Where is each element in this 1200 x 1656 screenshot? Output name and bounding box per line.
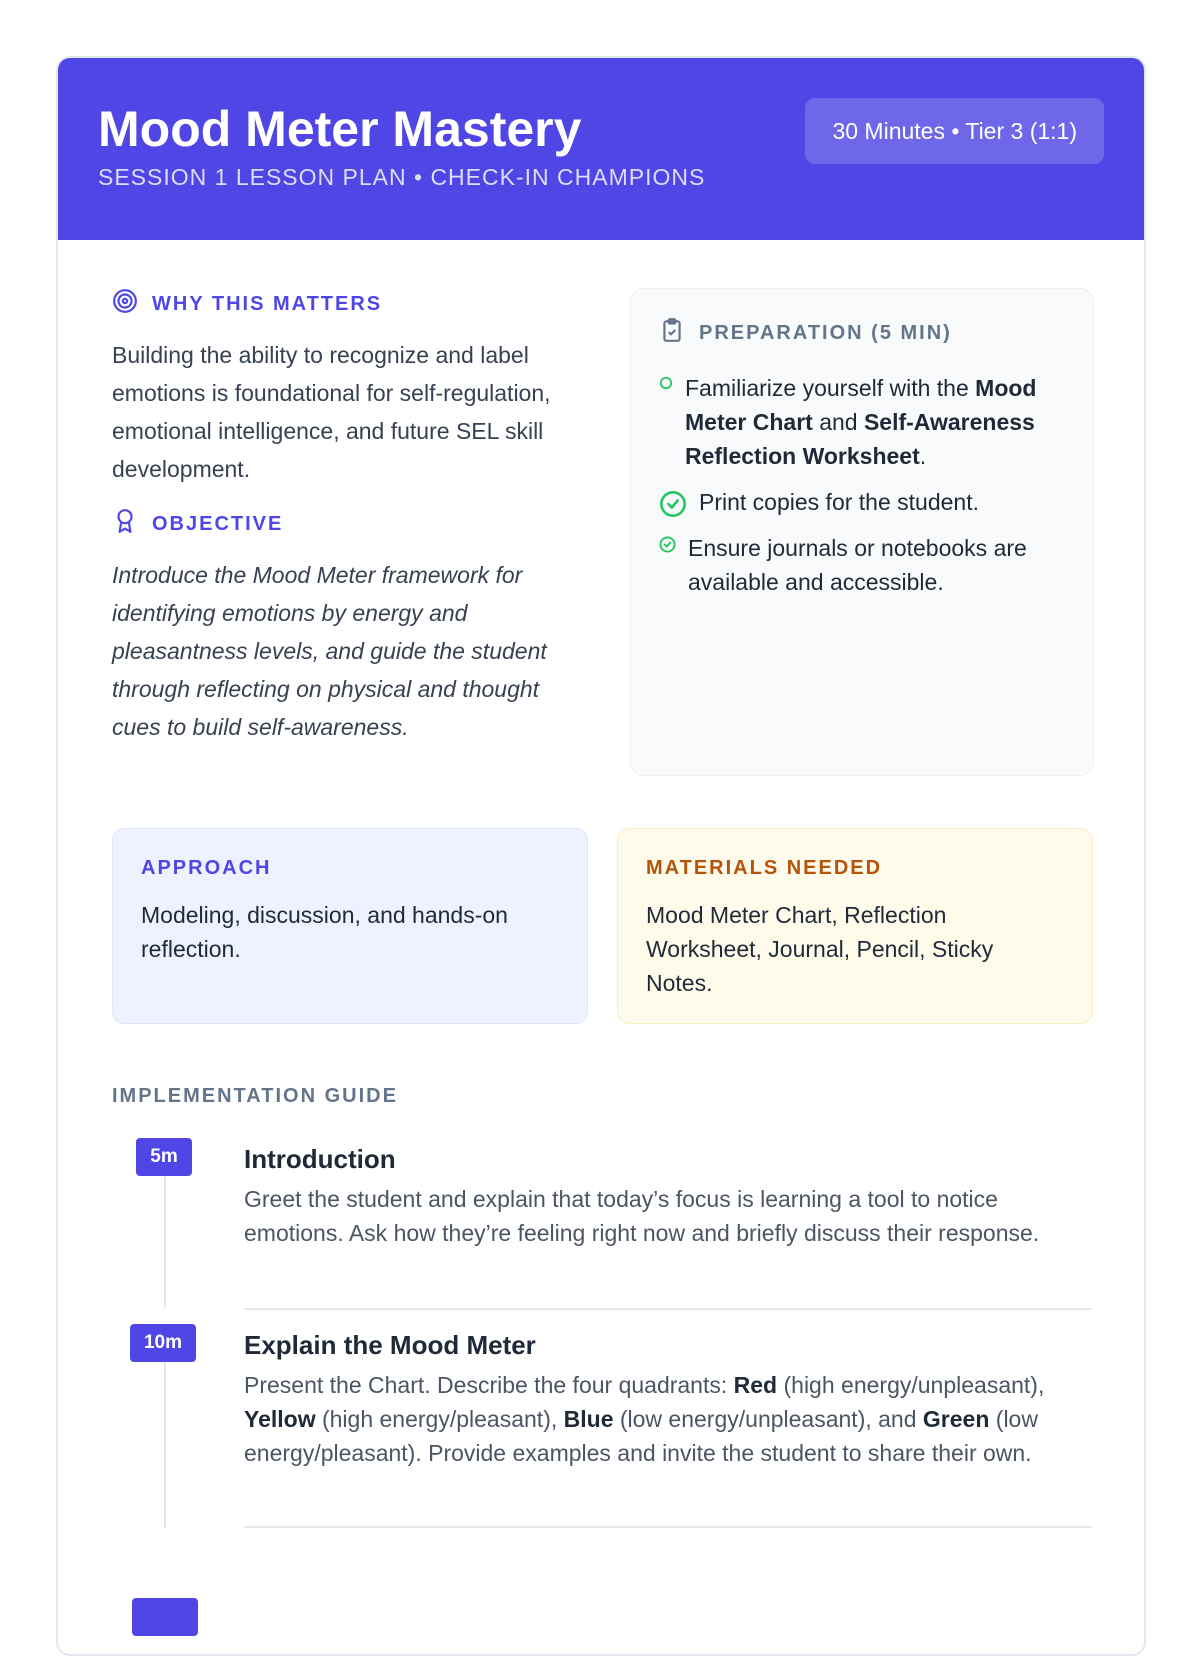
why-section bbox=[112, 288, 572, 488]
preparation-label: PREPARATION (5 MIN) bbox=[699, 321, 952, 344]
preparation-list bbox=[659, 371, 1065, 599]
duration-badge: 10m bbox=[130, 1324, 196, 1362]
step-divider bbox=[244, 1526, 1092, 1528]
approach-label: APPROACH bbox=[141, 857, 272, 879]
check-circle-icon bbox=[659, 485, 687, 519]
list-item: Ensure journals or notebooks are available and accessible. bbox=[659, 531, 1065, 599]
preparation-panel bbox=[630, 288, 1094, 776]
timeline-line bbox=[164, 1176, 166, 1308]
check-circle-icon bbox=[659, 371, 673, 473]
objective-text: Introduce the Mood Meter framework for identifying emotions by energy and pleasantness levels, and guide the student through reflecting on physical and thought cues to build self-awareness. bbox=[112, 562, 547, 740]
step-divider bbox=[244, 1308, 1092, 1310]
step-description: Greet the student and explain that today’s focus is learning a tool to notice emotions. Ask how they’re feeling right now and briefly discuss their response. bbox=[244, 1186, 1040, 1246]
timeline-line bbox=[164, 1362, 166, 1528]
materials-box bbox=[617, 828, 1093, 1024]
objective-section bbox=[112, 508, 572, 746]
why-text: Building the ability to recognize and label emotions is foundational for self-regulation, emotional intelligence, and future SEL skill development. bbox=[112, 342, 551, 482]
target-icon bbox=[112, 288, 138, 320]
step-title: Introduction bbox=[244, 1144, 396, 1174]
award-icon bbox=[112, 508, 138, 540]
page-title: Mood Meter Mastery bbox=[98, 101, 582, 157]
approach-box bbox=[112, 828, 588, 1024]
duration-badge: 5m bbox=[136, 1138, 192, 1176]
objective-label: OBJECTIVE bbox=[152, 512, 284, 535]
approach-text: Modeling, discussion, and hands-on reflection. bbox=[141, 902, 508, 962]
materials-label: MATERIALS NEEDED bbox=[646, 857, 883, 879]
header bbox=[58, 58, 1144, 240]
step-title: Explain the Mood Meter bbox=[244, 1330, 536, 1360]
duration-tier-badge: 30 Minutes • Tier 3 (1:1) bbox=[805, 98, 1104, 164]
why-label: WHY THIS MATTERS bbox=[152, 292, 383, 315]
implementation-guide-label: IMPLEMENTATION GUIDE bbox=[112, 1085, 398, 1107]
list-item: Familiarize yourself with the Mood Meter Chart and Self-Awareness Reflection Worksheet. bbox=[659, 371, 1065, 473]
next-step-badge bbox=[132, 1598, 198, 1636]
clipboard-check-icon bbox=[659, 317, 685, 349]
step-introduction bbox=[112, 1138, 1092, 1338]
materials-text: Mood Meter Chart, Reflection Worksheet, Journal, Pencil, Sticky Notes. bbox=[646, 902, 994, 996]
lesson-card bbox=[56, 56, 1146, 1656]
page-subtitle: SESSION 1 LESSON PLAN • CHECK-IN CHAMPIONS bbox=[98, 164, 706, 190]
check-circle-icon bbox=[659, 531, 676, 599]
step-explain-mood-meter bbox=[112, 1324, 1092, 1554]
step-description: Present the Chart. Describe the four quadrants: Red (high energy/unpleasant), Yellow (high energy/pleasant), Blue (low energy/unpleasant), and Green (low energy/pleasant). Provide examples and invite the student to share their own. bbox=[244, 1372, 1045, 1466]
list-item: Print copies for the student. bbox=[659, 485, 1065, 519]
